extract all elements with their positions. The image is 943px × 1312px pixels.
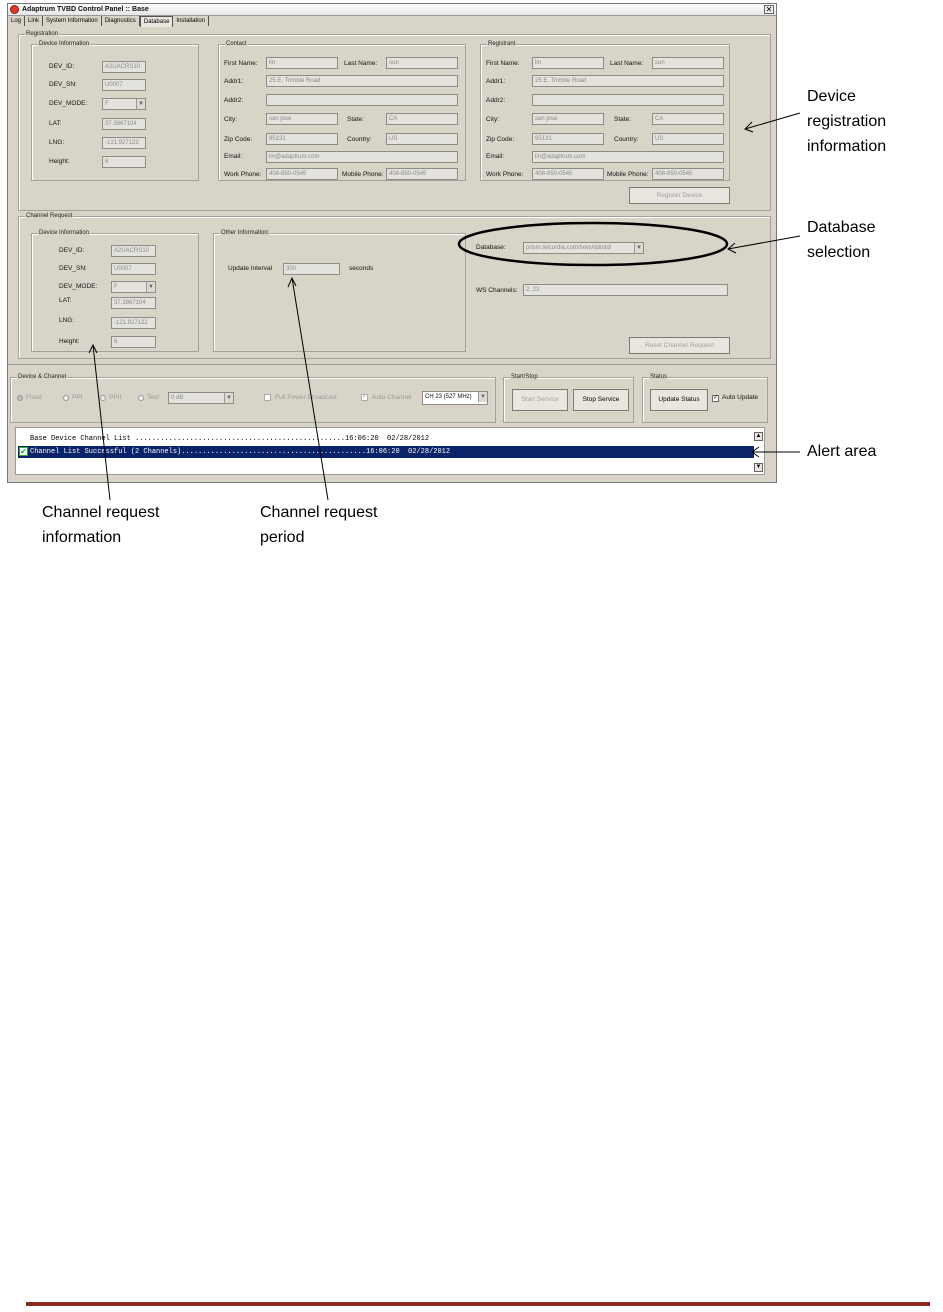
- tab-link[interactable]: Link: [25, 16, 43, 26]
- channel-value: CH 23 (527 MHz): [425, 394, 472, 400]
- ch-dev-sn-label: DEV_SN:: [59, 265, 87, 272]
- contact-city-field[interactable]: san jose: [266, 113, 338, 125]
- reg-lat-field[interactable]: 37.3867104: [102, 118, 146, 130]
- ch-req-period-arrow: [292, 278, 328, 500]
- list-item: Base Device Channel List ..................................................16:06:20 02/28/2012: [30, 435, 430, 443]
- ch-device-info-legend: Device Information: [39, 230, 90, 236]
- contact-country-label: Country:: [347, 136, 372, 143]
- database-label: Database:: [476, 244, 506, 251]
- contact-addr1-field[interactable]: 25 E. Trimble Road: [266, 75, 458, 87]
- registrant-addr1-field[interactable]: 25 E. Trimble Road: [532, 75, 724, 87]
- db-sel-arrow: [728, 236, 800, 249]
- registrant-mobile-field[interactable]: 408-850-0545: [652, 168, 724, 180]
- close-button[interactable]: ✕: [765, 5, 773, 14]
- tab-database[interactable]: Database: [140, 16, 174, 27]
- window-title: Adaptrum TVBD Control Panel :: Base: [22, 6, 149, 13]
- contact-email-label: Email:: [224, 153, 243, 160]
- ch-dev-mode-value: F: [114, 284, 118, 290]
- check-icon: ✔: [20, 447, 27, 456]
- annotation-line: information: [42, 529, 122, 546]
- registration-legend: Registration: [26, 31, 59, 37]
- contact-state-field[interactable]: CA: [386, 113, 458, 125]
- reg-dev-id-label: DEV_ID:: [49, 63, 75, 70]
- contact-first-label: First Name:: [224, 60, 258, 67]
- device-channel-legend: Device & Channel: [18, 374, 67, 380]
- ppi-label: PPI: [72, 394, 83, 401]
- tab-system-information[interactable]: System Information: [43, 16, 102, 26]
- contact-addr2-label: Addr2:: [224, 97, 244, 104]
- contact-last-label: Last Name:: [344, 60, 378, 67]
- channel-request-legend: Channel Request: [26, 213, 73, 219]
- annotation-line: Channel request: [260, 504, 378, 521]
- contact-work-label: Work Phone:: [224, 171, 262, 178]
- annotation-db-sel: [807, 215, 876, 265]
- contact-email-field[interactable]: lin@adaptrum.com: [266, 151, 458, 163]
- ch-lat-field[interactable]: 37.3867104: [111, 297, 156, 309]
- reg-height-label: Height:: [49, 158, 70, 165]
- contact-first-field[interactable]: lin: [266, 57, 338, 69]
- ppii-label: PPII: [109, 394, 122, 401]
- registrant-state-label: State:: [614, 116, 631, 123]
- reg-dev-sn-label: DEV_SN:: [49, 81, 77, 88]
- ch-dev-id-label: DEV_ID:: [59, 247, 85, 254]
- contact-work-field[interactable]: 408-850-0545: [266, 168, 338, 180]
- ch-height-field[interactable]: 6: [111, 336, 156, 348]
- chevron-down-icon[interactable]: ▼: [146, 282, 155, 292]
- reg-device-info-legend: Device Information: [39, 41, 90, 47]
- update-interval-label: Update Interval: [228, 265, 273, 272]
- registrant-zip-field[interactable]: 95131: [532, 133, 604, 145]
- auto-channel-checkbox[interactable]: ✓: [362, 394, 368, 400]
- reset-channel-request-button[interactable]: Reset Channel Request: [629, 337, 730, 354]
- registrant-work-label: Work Phone:: [486, 171, 524, 178]
- register-device-button[interactable]: Register Device: [629, 187, 730, 204]
- auto-channel-label: Auto Channel: [372, 394, 412, 401]
- ch-lng-field[interactable]: -121.927122: [111, 317, 156, 329]
- ch-lat-label: LAT:: [59, 297, 72, 304]
- reg-height-field[interactable]: 6: [102, 156, 146, 168]
- update-interval-field[interactable]: 300: [283, 263, 340, 275]
- registrant-first-field[interactable]: lin: [532, 57, 604, 69]
- contact-legend: Contact: [226, 41, 247, 47]
- annotation-line: registration: [807, 113, 887, 130]
- ch-dev-mode-label: DEV_MODE:: [59, 283, 98, 290]
- reg-dev-mode-value: F: [105, 101, 109, 107]
- chevron-down-icon[interactable]: ▼: [478, 392, 487, 402]
- annotation-line: selection: [807, 244, 871, 261]
- test-label: Test: [147, 394, 159, 401]
- annotation-line: information: [807, 138, 887, 155]
- registrant-legend: Registrant: [488, 41, 516, 47]
- registrant-email-label: Email:: [486, 153, 505, 160]
- ch-req-info-arrow: [93, 345, 110, 500]
- registrant-country-label: Country:: [614, 136, 639, 143]
- start-stop-legend: Start/Stop: [511, 374, 538, 380]
- auto-update-checkbox[interactable]: ✓: [713, 395, 719, 401]
- database-value: prism.telcordia.com/tvws/ddi/ddi: [526, 245, 612, 251]
- ch-height-label: Height:: [59, 338, 80, 345]
- contact-country-field[interactable]: US: [386, 133, 458, 145]
- update-status-button[interactable]: Update Status: [650, 389, 708, 411]
- annotation-line: Database: [807, 219, 876, 236]
- reg-lat-label: LAT:: [49, 120, 62, 127]
- test-level-value: 0 dB: [171, 395, 184, 401]
- footer-rule: [26, 1302, 930, 1306]
- tab-log[interactable]: Log: [8, 16, 25, 26]
- ch-dev-id-field[interactable]: A2UACRS10: [111, 245, 156, 257]
- reg-lng-field[interactable]: -121.927122: [102, 137, 146, 149]
- scroll-down-icon[interactable]: ▼: [755, 464, 762, 470]
- ws-channels-field[interactable]: 2, 23: [523, 284, 728, 296]
- contact-mobile-label: Mobile Phone:: [342, 171, 384, 178]
- chevron-down-icon[interactable]: ▼: [224, 393, 233, 403]
- contact-state-label: State:: [347, 116, 364, 123]
- registrant-addr1-label: Addr1:: [486, 78, 506, 85]
- contact-addr1-label: Addr1:: [224, 78, 244, 85]
- registrant-work-field[interactable]: 408-850-0545: [532, 168, 604, 180]
- tab-installation[interactable]: Installation: [173, 16, 209, 26]
- annotation-line: period: [260, 529, 305, 546]
- status-legend: Status: [650, 374, 668, 380]
- fixed-label: Fixed: [26, 394, 42, 401]
- contact-zip-label: Zip Code:: [224, 136, 253, 143]
- chevron-down-icon[interactable]: ▼: [136, 99, 145, 109]
- contact-zip-field[interactable]: 95131: [266, 133, 338, 145]
- registrant-last-label: Last Name:: [610, 60, 644, 67]
- chevron-down-icon[interactable]: ▼: [634, 243, 643, 253]
- contact-last-field[interactable]: sun: [386, 57, 458, 69]
- registrant-mobile-label: Mobile Phone:: [607, 171, 649, 178]
- contact-mobile-field[interactable]: 408-850-0545: [386, 168, 458, 180]
- tab-diagnostics[interactable]: Diagnostics: [102, 16, 140, 26]
- update-interval-unit: seconds: [349, 265, 374, 272]
- registrant-addr2-label: Addr2:: [486, 97, 506, 104]
- database-highlight-ellipse: [459, 223, 727, 265]
- reg-dev-id-field[interactable]: A2UACRS10: [102, 61, 146, 73]
- reg-lng-label: LNG:: [49, 139, 65, 146]
- stop-service-button[interactable]: Stop Service: [573, 389, 629, 411]
- annotation-device-reg: [807, 84, 886, 159]
- contact-city-label: City:: [224, 116, 237, 123]
- full-power-label: Full Power Broadcast: [275, 394, 337, 401]
- ws-channels-label: WS Channels:: [476, 287, 518, 294]
- registrant-email-field[interactable]: lin@adaptrum.com: [532, 151, 724, 163]
- annotation-line: Channel request: [42, 504, 160, 521]
- registrant-city-label: City:: [486, 116, 499, 123]
- registrant-country-field[interactable]: US: [652, 133, 724, 145]
- reg-dev-mode-label: DEV_MODE:: [49, 100, 88, 107]
- list-item: Channel List Successful (2 Channels)............................................16:06:20 02/28/2012: [30, 448, 451, 456]
- registrant-state-field[interactable]: CA: [652, 113, 724, 125]
- registrant-last-field[interactable]: sun: [652, 57, 724, 69]
- other-info-legend: Other Information:: [221, 230, 270, 236]
- ch-lng-label: LNG:: [59, 317, 75, 324]
- annotation-line: Device: [807, 88, 856, 105]
- annotation-alert-area: Alert area: [807, 443, 877, 460]
- reg-dev-sn-field[interactable]: U0007: [102, 79, 146, 91]
- scroll-up-icon[interactable]: ▲: [755, 433, 762, 439]
- device-reg-arrow: [745, 113, 800, 129]
- registrant-zip-label: Zip Code:: [486, 136, 515, 143]
- auto-update-label: Auto Update: [722, 394, 759, 401]
- ch-dev-sn-field[interactable]: U0007: [111, 263, 156, 275]
- annotation-ch-req-period: [260, 500, 377, 550]
- registrant-first-label: First Name:: [486, 60, 520, 67]
- start-service-button[interactable]: Start Service: [512, 389, 568, 411]
- annotation-ch-req-info: [42, 500, 159, 550]
- registrant-city-field[interactable]: san jose: [532, 113, 604, 125]
